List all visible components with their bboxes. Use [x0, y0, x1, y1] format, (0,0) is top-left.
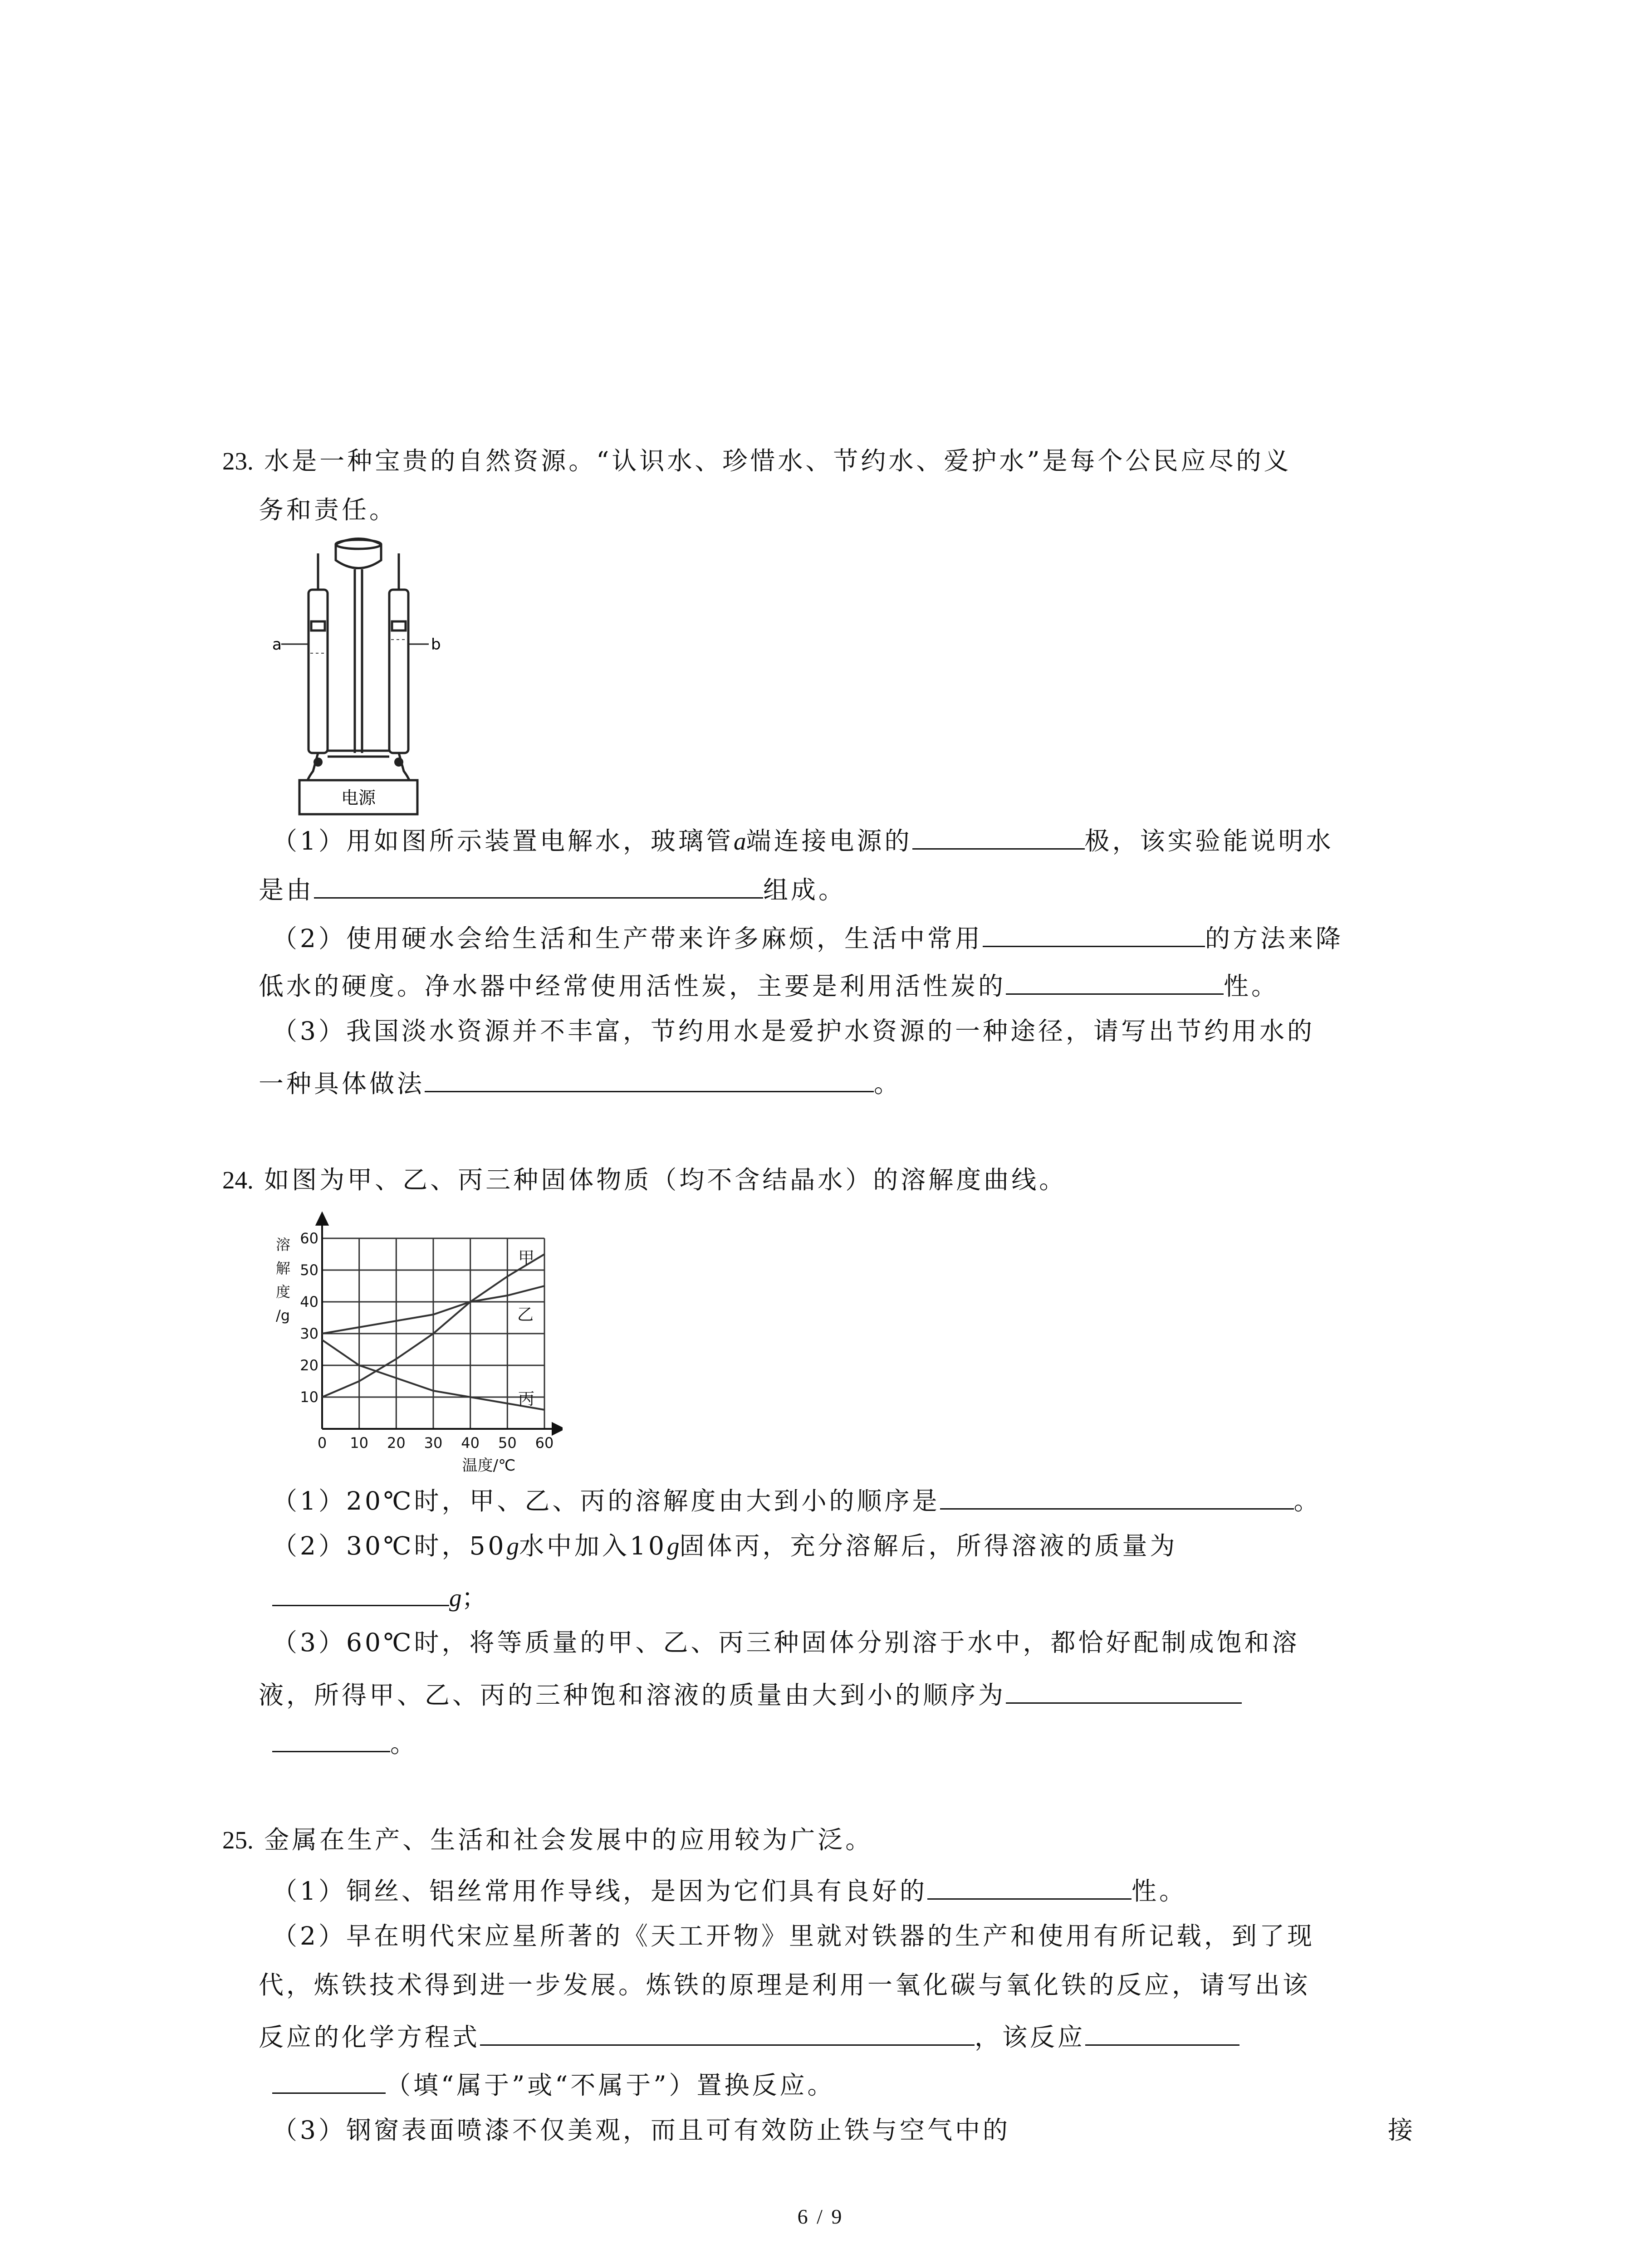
q24-blank-mass-order[interactable] [1006, 1675, 1242, 1704]
q24-blank-mass-order-cont[interactable] [272, 1724, 390, 1752]
q23-p3-line1: （3）我国淡水资源并不丰富，节约用水是爱护水资源的一种途径，请写出节约用水的 [272, 1017, 1315, 1046]
q25-blank-equation[interactable] [480, 2017, 975, 2046]
q23-blank-adsorption[interactable] [1006, 966, 1224, 995]
x-tick-label-0: 0 [317, 1434, 327, 1452]
power-supply-label: 电源 [341, 788, 376, 808]
q23-stem-line1: 23. 水是一种宝贵的自然资源。“认识水、珍惜水、节约水、爱护水”是每个公民应尽的义 [222, 446, 1292, 475]
series-label-乙: 乙 [517, 1305, 534, 1324]
y-tick-label-50: 50 [300, 1261, 318, 1279]
x-tick-label-30: 30 [424, 1434, 443, 1452]
q24-p1: （1）20℃时，甲、乙、丙的溶解度由大到小的顺序是 。 [272, 1481, 1322, 1517]
q23-p2-line1: （2）使用硬水会给生活和生产带来许多麻烦，生活中常用 的方法来降 [272, 919, 1343, 955]
q23-p1-line2: 是由 组成。 [259, 870, 846, 906]
x-axis-label: 温度/℃ [462, 1457, 516, 1475]
q24-p2-line1: （2）30℃时，50g水中加入10g固体丙，充分溶解后，所得溶液的质量为 [272, 1531, 1178, 1560]
q24-p2-line2: g； [272, 1578, 490, 1614]
y-axis-label-part-3: /g [276, 1307, 290, 1324]
y-tick-label-20: 20 [300, 1357, 318, 1374]
q25-p3: （3）钢窗表面喷漆不仅美观，而且可有效防止铁与空气中的 接 [272, 2116, 1416, 2145]
q24-blank-solution-mass[interactable] [272, 1578, 449, 1606]
y-axis-label-part-1: 解 [276, 1260, 291, 1277]
q25-p2-line1: （2）早在明代宋应星所著的《天工开物》里就对铁器的生产和使用有所记载，到了现 [272, 1921, 1315, 1950]
q25-stem: 25. 金属在生产、生活和社会发展中的应用较为广泛。 [222, 1825, 873, 1854]
q23-blank-composition[interactable] [314, 870, 763, 899]
electrolysis-apparatus-figure [272, 535, 445, 816]
q23-blank-electrode[interactable] [912, 821, 1085, 850]
q24-p3-line2: 液，所得甲、乙、丙的三种饱和溶液的质量由大到小的顺序为 [259, 1675, 1242, 1711]
q25-p1: （1）铜丝、铝丝常用作导线，是因为它们具有良好的 性。 [272, 1871, 1187, 1907]
series-label-甲: 甲 [518, 1249, 535, 1267]
q24-p3-line1: （3）60℃时，将等质量的甲、乙、丙三种固体分别溶于水中，都恰好配制成饱和溶 [272, 1628, 1300, 1657]
tube-label-a: a [272, 635, 282, 654]
q23-p2-line2: 低水的硬度。净水器中经常使用活性炭，主要是利用活性炭的 性。 [259, 966, 1279, 1002]
q25-p2-line2: 代，炼铁技术得到进一步发展。炼铁的原理是利用一氧化碳与氧化铁的反应，请写出该 [259, 1970, 1311, 1999]
q24-blank-order-20c[interactable] [940, 1481, 1294, 1510]
page-number: 6 / 9 [797, 2205, 844, 2228]
x-tick-label-60: 60 [535, 1434, 554, 1452]
q25-p2-line4: （填“属于”或“不属于”）置换反应。 [272, 2065, 835, 2102]
q25-blank-reaction-type[interactable] [1085, 2017, 1239, 2046]
solubility-curve-chart [272, 1207, 563, 1479]
q23-stem-line2: 务和责任。 [259, 495, 397, 524]
q23-p1-line1: （1）用如图所示装置电解水，玻璃管a端连接电源的 极，该实验能说明水 [272, 821, 1334, 858]
series-label-丙: 丙 [518, 1390, 535, 1408]
q23-blank-save-water[interactable] [425, 1064, 874, 1092]
y-tick-label-10: 10 [300, 1388, 318, 1406]
q23-p3-line2: 一种具体做法 。 [259, 1064, 901, 1100]
x-tick-label-40: 40 [461, 1434, 480, 1452]
y-tick-label-40: 40 [300, 1293, 318, 1310]
q25-blank-reaction-type-cont[interactable] [272, 2065, 386, 2094]
x-tick-label-10: 10 [350, 1434, 369, 1452]
q23-number: 23. [222, 447, 254, 475]
q25-number: 25. [222, 1826, 254, 1854]
q25-blank-conductivity[interactable] [927, 1871, 1132, 1900]
x-axis-arrow [553, 1423, 563, 1434]
q25-p2-line3: 反应的化学方程式 ，该反应 [259, 2017, 1239, 2053]
tube-label-b: b [431, 635, 441, 654]
x-tick-label-50: 50 [498, 1434, 517, 1452]
q24-number: 24. [222, 1166, 254, 1194]
q24-stem: 24. 如图为甲、乙、丙三种固体物质（均不含结晶水）的溶解度曲线。 [222, 1165, 1067, 1194]
x-tick-label-20: 20 [387, 1434, 406, 1452]
y-axis-arrow [317, 1213, 328, 1225]
q24-p3-line3: 。 [272, 1724, 418, 1760]
y-axis-label-part-0: 溶 [276, 1236, 291, 1253]
y-tick-label-60: 60 [300, 1230, 318, 1247]
y-axis-label-part-2: 度 [276, 1283, 291, 1300]
y-tick-label-30: 30 [300, 1325, 318, 1342]
q23-blank-soften-method[interactable] [983, 919, 1205, 947]
